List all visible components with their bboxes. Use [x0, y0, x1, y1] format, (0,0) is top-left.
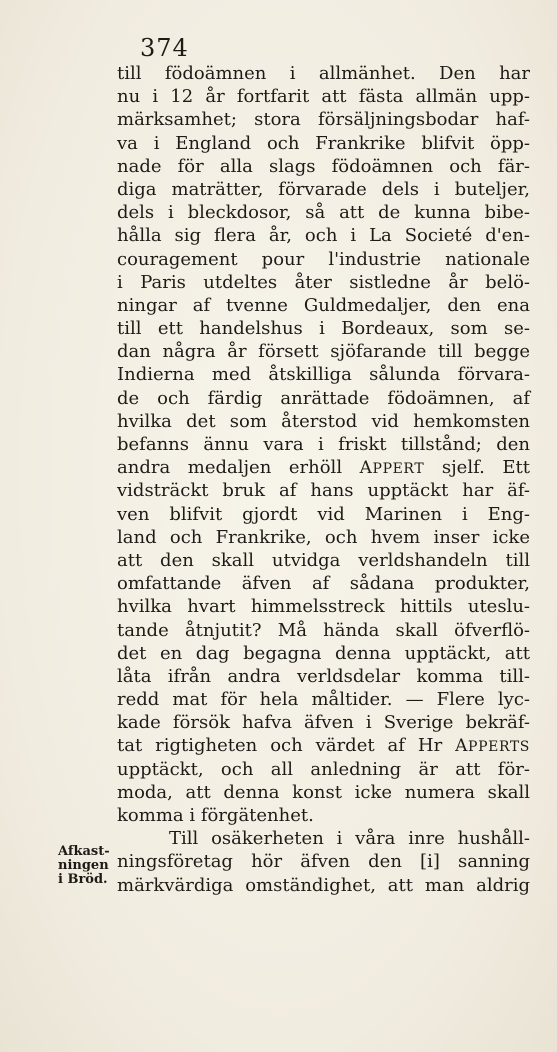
text-line: couragement pour l'industrie nationale — [117, 248, 530, 270]
text-line: nade för alla slags födoämnen och fär- — [117, 155, 530, 177]
text-line: diga maträtter, förvarade dels i buteljer, — [117, 178, 530, 200]
text-line: ningar af tvenne Guldmedaljer, den ena — [117, 294, 530, 316]
page-number: 374 — [140, 34, 189, 62]
text-line: det en dag begagna denna upptäckt, att — [117, 642, 530, 664]
text-line: vidsträckt bruk af hans upptäckt har äf- — [117, 480, 530, 502]
text-line: märkvärdiga omständighet, att man aldrig — [117, 874, 530, 896]
text-line: moda, att denna konst icke numera skall — [117, 781, 530, 803]
small-caps-name: APPERT — [359, 458, 425, 479]
margin-note-line: Afkast- — [58, 844, 110, 859]
body-text — [117, 62, 530, 897]
text-line: märksamhet; stora försäljningsbodar haf- — [117, 109, 530, 131]
text-line: Indierna med åtskilliga sålunda förvara- — [117, 364, 530, 386]
small-caps-name: APPERTS — [455, 736, 530, 757]
text-line: kade försök hafva äfven i Sverige bekräf- — [117, 712, 530, 734]
text-line: nu i 12 år fortfarit att fästa allmän upp- — [117, 86, 530, 108]
text-line: upptäckt, och all anledning är att för- — [117, 758, 530, 780]
text-line: hålla sig flera år, och i La Societé d'en- — [117, 225, 530, 247]
text-line: Till osäkerheten i våra inre hushåll- — [169, 828, 530, 850]
text-line: till ett handelshus i Bordeaux, som se- — [117, 318, 530, 340]
text-line: andra medaljen erhöll APPERT sjelf. Ett — [117, 457, 530, 479]
text-line: omfattande äfven af sådana produkter, — [117, 573, 530, 595]
text-line: tande åtnjutit? Må hända skall öfverflö- — [117, 619, 530, 641]
text-line: låta ifrån andra verldsdelar komma till- — [117, 665, 530, 687]
text-line: hvilka det som återstod vid hemkomsten — [117, 410, 530, 432]
text-line: dan några år försett sjöfarande till begge — [117, 341, 530, 363]
text-line: va i England och Frankrike blifvit öpp- — [117, 132, 530, 154]
text-line: ningsföretag hör äfven den [i] sanning — [117, 851, 530, 873]
text-line: att den skall utvidga verldshandeln till — [117, 549, 530, 571]
text-line: dels i bleckdosor, så att de kunna bibe- — [117, 202, 530, 224]
margin-note — [58, 845, 110, 887]
text-line: tat rigtigheten och värdet af Hr APPERTS — [117, 735, 530, 757]
margin-note-line: i Bröd. — [58, 872, 108, 887]
text-line: komma i förgätenhet. — [117, 805, 314, 826]
margin-note-line: ningen — [58, 858, 109, 873]
text-line: de och färdig anrättade födoämnen, af — [117, 387, 530, 409]
text-line: befanns ännu vara i friskt tillstånd; den — [117, 434, 530, 455]
text-line: hvilka hvart himmelsstreck hittils uteslu- — [117, 596, 530, 618]
text-line: i Paris utdeltes åter sistledne år belö- — [117, 271, 530, 293]
text-line: till födoämnen i allmänhet. Den har — [117, 63, 530, 84]
text-line: land och Frankrike, och hvem inser icke — [117, 526, 530, 548]
text-line: ven blifvit gjordt vid Marinen i Eng- — [117, 503, 530, 525]
text-line: redd mat för hela måltider. — Flere lyc- — [117, 689, 530, 711]
